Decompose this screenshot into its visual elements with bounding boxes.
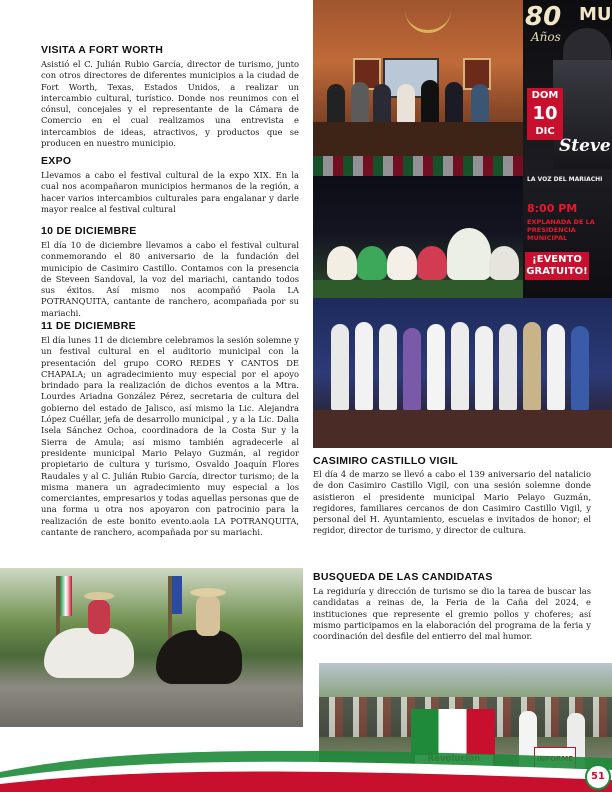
heading-casimiro: CASIMIRO CASTILLO VIGIL <box>313 455 459 467</box>
photo-group-stage <box>313 298 612 448</box>
poster-venue: EXPLANADA DE LA PRESIDENCIA MUNICIPAL <box>527 218 595 242</box>
text-11-diciembre: El día lunes 11 de diciembre celebramos la sesión solemne y un festival cultural en el auditorio municipal con la presentación del grupo CORO REDES Y CANTOS DE CHAPALA; un agradecimiento muy especial por el apoyo brindado para la realización de dichos eventos a la Mtra. Lourdes Ariadna González Pérez, secretaria de cultura del gobierno del estado de Jalisco, así mismo la Lic. Alejandra López Cuéllar, jefa de desarrollo municipal , y a la Lic. Dalia Isela Sánchez Ochoa, coordinadora de la Costa Sur y la Sierra de Amula; así mismo también agradecerle al presidente municipal Mario Pelayo Guzmán, al regidor propietario de cultura y turismo, Osvaldo Joaquín Flores Raudales y al C. Julián Rubio García, director turismo; de la misma manera un agradecimiento muy especial a los comerciantes, empresarios y todas aquellas personas que de una forma u otra nos apoyaron con patrocinio para la realización de este bonito evento.aola LA POTRANQUITA, cantante de ranchero, acompañada por su mariachi. <box>41 335 299 538</box>
heading-fort-worth: VISITA A FORT WORTH <box>41 44 164 56</box>
heading-10-diciembre: 10 DE DICIEMBRE <box>41 225 137 237</box>
poster-top-word: MU <box>579 4 612 25</box>
poster-time: 8:00 PM <box>527 202 578 215</box>
text-casimiro: El día 4 de marzo se llevó a cabo el 139 aniversario del natalicio de don Casimiro Castillo Vigil, con una sesión solemne donde asistieron el presidente municipal Mario Pelayo Guzmán, regidores, familiares cercanos de don Casimiro Castillo Vigil, y personal del H. Ayuntamiento, escuelas e invitados de honor; el regidor, director de turismo, y director de cultura. <box>313 469 591 536</box>
poster-80-aniversario <box>523 0 612 298</box>
footer-swoosh <box>0 728 612 792</box>
text-fort-worth: Asistió el C. Julián Rubio García, director de turismo, junto con otros directores de diferentes municipios a la ciudad de Fort Worth, Texas, Estados Unidos, a realizar un intercambio cultural, turístico. Donde nos reunimos con el cónsul, concejales y el representante de la Cámara de Comercio en el cual realizamos una entrevista e intercambios de ideas, atractivos, y productos que se producen en nuestro municipio. <box>41 59 299 149</box>
heading-11-diciembre: 11 DE DICIEMBRE <box>41 320 136 332</box>
poster-artist: Steve <box>559 136 611 156</box>
poster-free: ¡EVENTO GRATUITO! <box>525 252 589 280</box>
poster-anos: Años <box>531 30 561 44</box>
page-number: 51 <box>585 764 611 790</box>
text-candidatas: La regiduría y dirección de turismo se dio la tarea de buscar las candidatas a reinas de, la Feria de la Caña del 2024, e instituciones que represente el gremio pollos y choferes; así mismo participamos en la elaboración del programa de la feria y coordinación del desfile del entierro del mal humor. <box>313 586 591 642</box>
heading-candidatas: BUSQUEDA DE LAS CANDIDATAS <box>313 571 493 583</box>
photo-meeting-fort-worth <box>313 0 523 156</box>
poster-anniversary: 80 <box>525 2 562 32</box>
poster-tagline: LA VOZ DEL MARIACHI <box>527 176 603 183</box>
photo-dancers <box>313 156 523 298</box>
poster-date: DOM 10 DIC <box>527 88 563 140</box>
text-expo: Llevamos a cabo el festival cultural de la expo XIX. En la cual nos acompañaron municipios hermanos de la región, a hacer varios intercambios culturales para engalanar y darle mayor realce al festival cultural <box>41 170 299 214</box>
text-10-diciembre: El día 10 de diciembre llevamos a cabo el festival cultural conmemorando el 80 aniversario de la fundación del municipio de Casimiro Castillo. Contamos con la presencia de Steveen Sandoval, la voz del mariachi, cantando todos sus éxitos. Así mismo nos acompañó Paola LA POTRANQUITA, cantante de ranchero, acompañada por su mariachi. <box>41 240 299 318</box>
heading-expo: EXPO <box>41 155 72 167</box>
photo-horse-riders <box>0 568 303 727</box>
